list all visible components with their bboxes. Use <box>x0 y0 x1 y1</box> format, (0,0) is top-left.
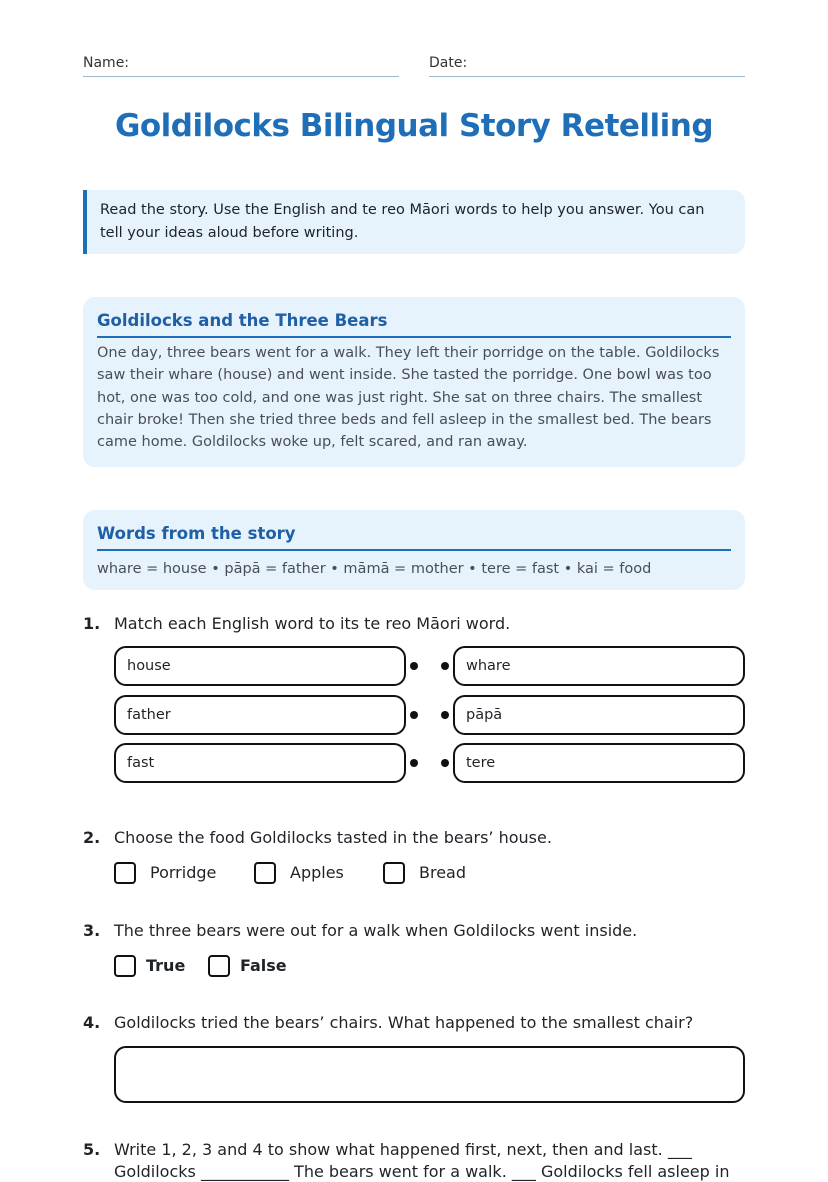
question-prompt: Match each English word to its te reo Māori word. <box>114 614 511 633</box>
question-prompt: Write 1, 2, 3 and 4 to show what happened first, next, then and last. ___ <box>114 1140 692 1159</box>
question-prompt: The three bears were out for a walk when Goldilocks went inside. <box>114 921 638 940</box>
match-row <box>114 695 745 735</box>
match-dot-right[interactable] <box>441 662 449 670</box>
question-prompt: Goldilocks tried the bears’ chairs. What happened to the smallest chair? <box>114 1013 694 1032</box>
date-label: Date: <box>429 55 468 71</box>
match-row <box>114 743 745 783</box>
match-english-word[interactable]: fast <box>114 743 406 783</box>
instructions-callout: Read the story. Use the English and te reo Māori words to help you answer. You can tell your ideas aloud before writing. <box>83 190 745 254</box>
match-row <box>114 646 745 686</box>
match-maori-word[interactable]: pāpā <box>453 695 745 735</box>
story-panel <box>83 297 745 467</box>
checkbox[interactable] <box>114 955 136 977</box>
story-heading: Goldilocks and the Three Bears <box>97 312 731 338</box>
question-number: 2. <box>83 828 101 847</box>
match-dot-right[interactable] <box>441 759 449 767</box>
match-maori-word[interactable]: whare <box>453 646 745 686</box>
question-prompt: Choose the food Goldilocks tasted in the bears’ house. <box>114 828 552 847</box>
match-dot-left[interactable] <box>410 711 418 719</box>
page-title: Goldilocks Bilingual Story Retelling <box>114 108 714 144</box>
match-english-word[interactable]: house <box>114 646 406 686</box>
option-label: False <box>240 956 287 975</box>
checkbox[interactable] <box>114 862 136 884</box>
checkbox[interactable] <box>208 955 230 977</box>
option-label: Apples <box>290 863 344 882</box>
option-label: Bread <box>419 863 467 882</box>
match-dot-left[interactable] <box>410 759 418 767</box>
checkbox[interactable] <box>254 862 276 884</box>
name-label: Name: <box>83 55 130 71</box>
match-dot-right[interactable] <box>441 711 449 719</box>
question-number: 1. <box>83 614 101 633</box>
match-english-word[interactable]: father <box>114 695 406 735</box>
date-field[interactable] <box>429 52 745 77</box>
sequence-items: Goldilocks ___________ The bears went for a walk. ___ Goldilocks fell asleep in <box>114 1162 730 1181</box>
header-fields <box>83 52 745 78</box>
answer-field[interactable] <box>114 1046 745 1103</box>
name-field[interactable] <box>83 52 399 77</box>
vocabulary-heading: Words from the story <box>97 525 731 551</box>
vocabulary-panel <box>83 510 745 590</box>
match-dot-left[interactable] <box>410 662 418 670</box>
question-number: 4. <box>83 1013 101 1032</box>
question-number: 3. <box>83 921 101 940</box>
option-label: True <box>146 956 186 975</box>
checkbox[interactable] <box>383 862 405 884</box>
question-number: 5. <box>83 1140 101 1159</box>
option-label: Porridge <box>150 863 217 882</box>
vocabulary-text: whare = house • pāpā = father • māmā = mother • tere = fast • kai = food <box>97 561 652 577</box>
match-maori-word[interactable]: tere <box>453 743 745 783</box>
story-text: One day, three bears went for a walk. They left their porridge on the table. Goldilocks saw their whare (house) and went inside. She tasted the porridge. One bowl was too hot, one was too cold, and one was just right. She sat on three chairs. The smallest chair broke! Then she tried three beds and fell asleep in the smallest bed. The bears came home. Goldilocks woke up, felt scared, and ran away. <box>97 345 720 451</box>
